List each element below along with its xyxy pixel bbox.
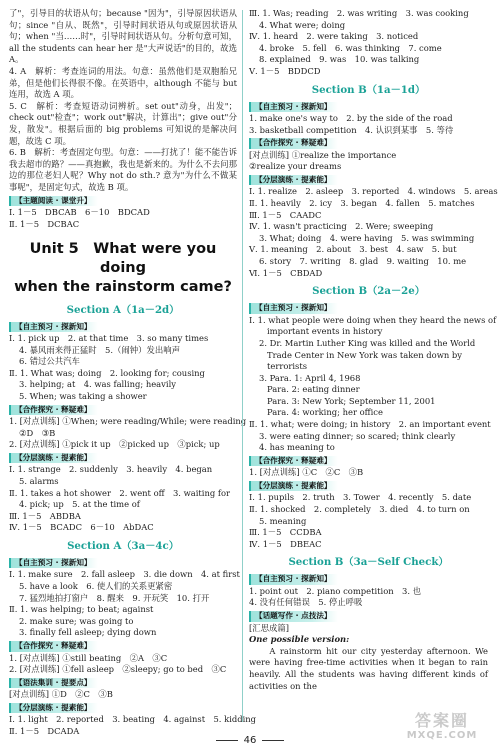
answer-line: 6. story 7. writing 8. glad 9. waiting 10. me [259,255,467,266]
left-column [9,8,257,737]
footer-dash-right [262,740,284,741]
answer-line: 6. 错过公共汽车 [19,356,80,367]
version-heading: One possible version: [249,634,350,645]
section-tag: 【分层演练 · 提素能】 [9,703,98,713]
answer-line: Ⅳ. 1－5 DBEAC [249,538,322,549]
answer-line: Ⅲ. 1－5 ABDBA [9,510,81,521]
section-tag: 【自主预习 · 探新知】 [9,558,98,568]
unit-title: Unit 5 What were you doing [29,241,217,277]
section-tag: 【语法集训 · 提要点】 [9,678,98,688]
answer-line: 1. [对点训练] ①still beating ②A ③C [9,652,168,663]
answer-line: Ⅰ. 1－5 DBCAB 6－10 BDCAD [9,206,150,217]
section-tag: 【话题写作 · 点技法】 [249,611,338,621]
paragraph: A rainstorm hit our city yesterday afternoon. We were having free-time activities when it began to rain heavily. All the students was having different kinds of activities on the [249,645,488,691]
section-tag: 【分层演练 · 提素能】 [249,481,338,491]
answer-line: 5. meaning [259,515,307,526]
answer-line: Para. 2: eating dinner [267,384,360,395]
answer-line: ②realize your dreams [249,161,342,172]
answer-line: 4. pick; up 5. at the time of [19,499,140,510]
paragraph: 了"，引导目的状语从句；because "因为"，引导原因状语从句；since "自从、既然"，引导时间状语从句或原因状语从句；when "当……时"，引导时间状语从句。分析句意可知，all the students can hear her 是"大声说话"的目的，故选 A。 [9,8,237,65]
answer-line: 4. 没有任何错误 5. 停止呼吸 [249,597,363,608]
answer-line: Ⅱ. 1－5 DCADA [9,725,80,736]
page-number: 46 [243,735,257,746]
answer-line: 3. finally fell asleep; dying down [19,627,157,638]
answer-line: 4. broke 5. fell 6. was thinking 7. come [259,42,442,53]
answer-line: 4. What were; doing [259,19,346,30]
answer-line: Ⅰ. 1. pupils 2. truth 3. Tower 4. recently 5. date [249,492,472,503]
answer-line: 5. have a look 6. 使人们的关系更紧密 [19,581,173,592]
answer-line: Ⅱ. 1. what; were doing; in history 2. an important event [249,419,491,430]
watermark-logo [394,712,490,746]
answer-line: 2. [对点训练] ①fell asleep ②sleepy; go to bed ③C [9,664,227,675]
column-divider [242,10,243,722]
answer-line: Ⅱ. 1. heavily 2. icy 3. began 4. fallen 5. matches [249,198,475,209]
answer-line: ②D ③B [19,427,56,438]
section-tag: 【自主预习 · 探新知】 [249,574,338,584]
answer-line: [对点训练] ①D ②C ③B [9,689,113,700]
answer-line: 3. Para. 1: April 4, 1968 [259,372,361,383]
answer-line: 3. What; doing 4. were having 5. was swimming [259,232,475,243]
answer-line: Ⅰ. 1. what people were doing when they heard the news of [249,314,497,325]
answer-line: Ⅲ. 1－5 CAADC [249,209,322,220]
answer-line: Ⅰ. 1. pick up 2. at that time 3. so many times [9,333,209,344]
answer-line: Ⅰ. 1. light 2. reported 3. beating 4. against 5. kidding [9,714,257,725]
answer-line: 1. make one's way to 2. by the side of the road [249,113,453,124]
section-tag: 【合作探究 · 释疑难】 [9,641,98,651]
answer-line: Ⅵ. 1－5 CBDAD [249,267,323,278]
paragraph: 4. A 解析：考查连词的用法。句意：虽然他们是双胞胎兄弟，但是他们长得很不像。在英语中，although 不能与 but 连用，故选 A 项。 [9,65,237,100]
footer-dash-left [216,740,238,741]
answer-line: Ⅱ. 1. was helping; to beat; against [9,604,154,615]
answer-line: 1. point out 2. piano competition 3. 也 [249,585,422,596]
answer-line: 2. make sure; was going to [19,615,134,626]
section-tag: 【自主预习 · 探新知】 [9,322,98,332]
answer-line: Ⅴ. 1. meaning 2. about 3. best 4. saw 5. but [249,244,457,255]
paragraph: 5. C 解析：考查短语动词辨析。set out"动身，出发"；check out"检查"；work out"解决，计算出"；give out"分发，散发"。根据后面的 big problems 可知说的是解决问题，故选 C 项。 [9,100,237,146]
answer-line: 4. has meaning to [259,442,335,453]
section-tag: 【自主预习 · 探新知】 [249,102,338,112]
section-tag: 【自主预习 · 探新知】 [249,303,338,313]
answer-line: 1. [对点训练] ①When; were reading/While; were reading [9,416,247,427]
answer-line: [汇思成篇] [249,622,290,633]
answer-line: 3. helping; at 4. was falling; heavily [19,379,176,390]
answer-line: Ⅱ. 1. takes a hot shower 2. went off 3. waiting for [9,487,231,498]
answer-line: Ⅳ. 1. heard 2. were taking 3. noticed [249,31,419,42]
section-tag: 【分层演练 · 提素能】 [9,453,98,463]
answer-line: 5. alarms [19,475,59,486]
answer-line: 3. were eating dinner; so scared; think clearly [259,430,456,441]
answer-line: Ⅱ. 1－5 DCBAC [9,218,80,229]
answer-line: 3. basketball competition 4. 认识到某事 5. 等待 [249,124,454,135]
section-heading: Section A（1a－2d） [66,303,180,316]
paragraph: 6. B 解析：考查固定句型。句意：——打扰了！能不能告诉我去超市的路？——真抱歉，我也是新来的。为什么不去问那边的那位老妇人呢？Why not do sth.? 意为"为什么不做某事呢"，是固定句式，故选 B 项。 [9,147,237,192]
answer-line: Trade Center in New York was taken down by [267,349,463,360]
section-tag: 【主题阅读 · 课堂升】 [9,196,98,206]
answer-line: Ⅳ. 1－5 BCADC 6－10 AbDAC [9,522,154,533]
section-tag: 【分层演练 · 提素能】 [249,175,338,185]
section-tag: 【合作探究 · 释疑难】 [249,138,338,148]
answer-line: Ⅰ. 1. strange 2. suddenly 3. heavily 4. began [9,464,213,475]
answer-line: Ⅰ. 1. make sure 2. fall asleep 3. die down 4. at first [9,569,240,580]
answer-line: Ⅳ. 1. wasn't practicing 2. Were; sweeping [249,221,434,232]
answer-line: Ⅱ. 1. What was; doing 2. looking for; cousing [9,367,205,378]
watermark-line2: MXQE.COM [406,730,478,741]
section-heading: Section B（3a－Self Check） [288,556,449,569]
answer-line: Ⅲ. 1－5 CCDBA [249,527,322,538]
section-tag: 【合作探究 · 释疑难】 [9,405,98,415]
answer-line: terrorists [267,361,308,372]
section-tag: 【合作探究 · 释疑难】 [249,456,338,466]
answer-line: 5. When; was taking a shower [19,391,147,402]
answer-line: important events in history [267,326,383,337]
answer-line: 2. Dr. Martin Luther King was killed and the World [259,337,476,348]
answer-line: [对点训练] ①realize the importance [249,149,397,160]
answer-line: 8. explained 9. was 10. was talking [259,54,420,65]
answer-line: Ⅱ. 1. shocked 2. completely 3. died 4. to turn on [249,503,470,514]
right-column [249,8,498,692]
section-heading: Section B（1a－1d） [311,83,426,96]
answer-line: Para. 3: New York; September 11, 2001 [267,395,436,406]
answer-line: Para. 4: working; her office [267,407,383,418]
answer-line: Ⅴ. 1－5 BDDCD [249,65,321,76]
answer-line: 1. [对点训练] ①C ②C ③B [249,467,364,478]
answer-line: 4. 暴风雨来得正猛时 5.（闹钟）发出响声 [19,344,181,355]
unit-title: when the rainstorm came? [14,279,232,296]
answer-line: 7. 猛烈地拍打窗户 8. 醒来 9. 开玩笑 10. 打开 [19,592,210,603]
answer-line: 2. [对点训练] ①pick it up ②picked up ③pick; up [9,439,220,450]
section-heading: Section A（3a－4c） [67,539,179,552]
watermark-line1: 答案圈 [414,711,469,730]
section-heading: Section B（2a－2e） [312,285,425,298]
answer-line: Ⅲ. 1. Was; reading 2. was writing 3. was cooking [249,8,469,18]
answer-line: Ⅰ. 1. realize 2. asleep 3. reported 4. windows 5. areas [249,186,498,197]
